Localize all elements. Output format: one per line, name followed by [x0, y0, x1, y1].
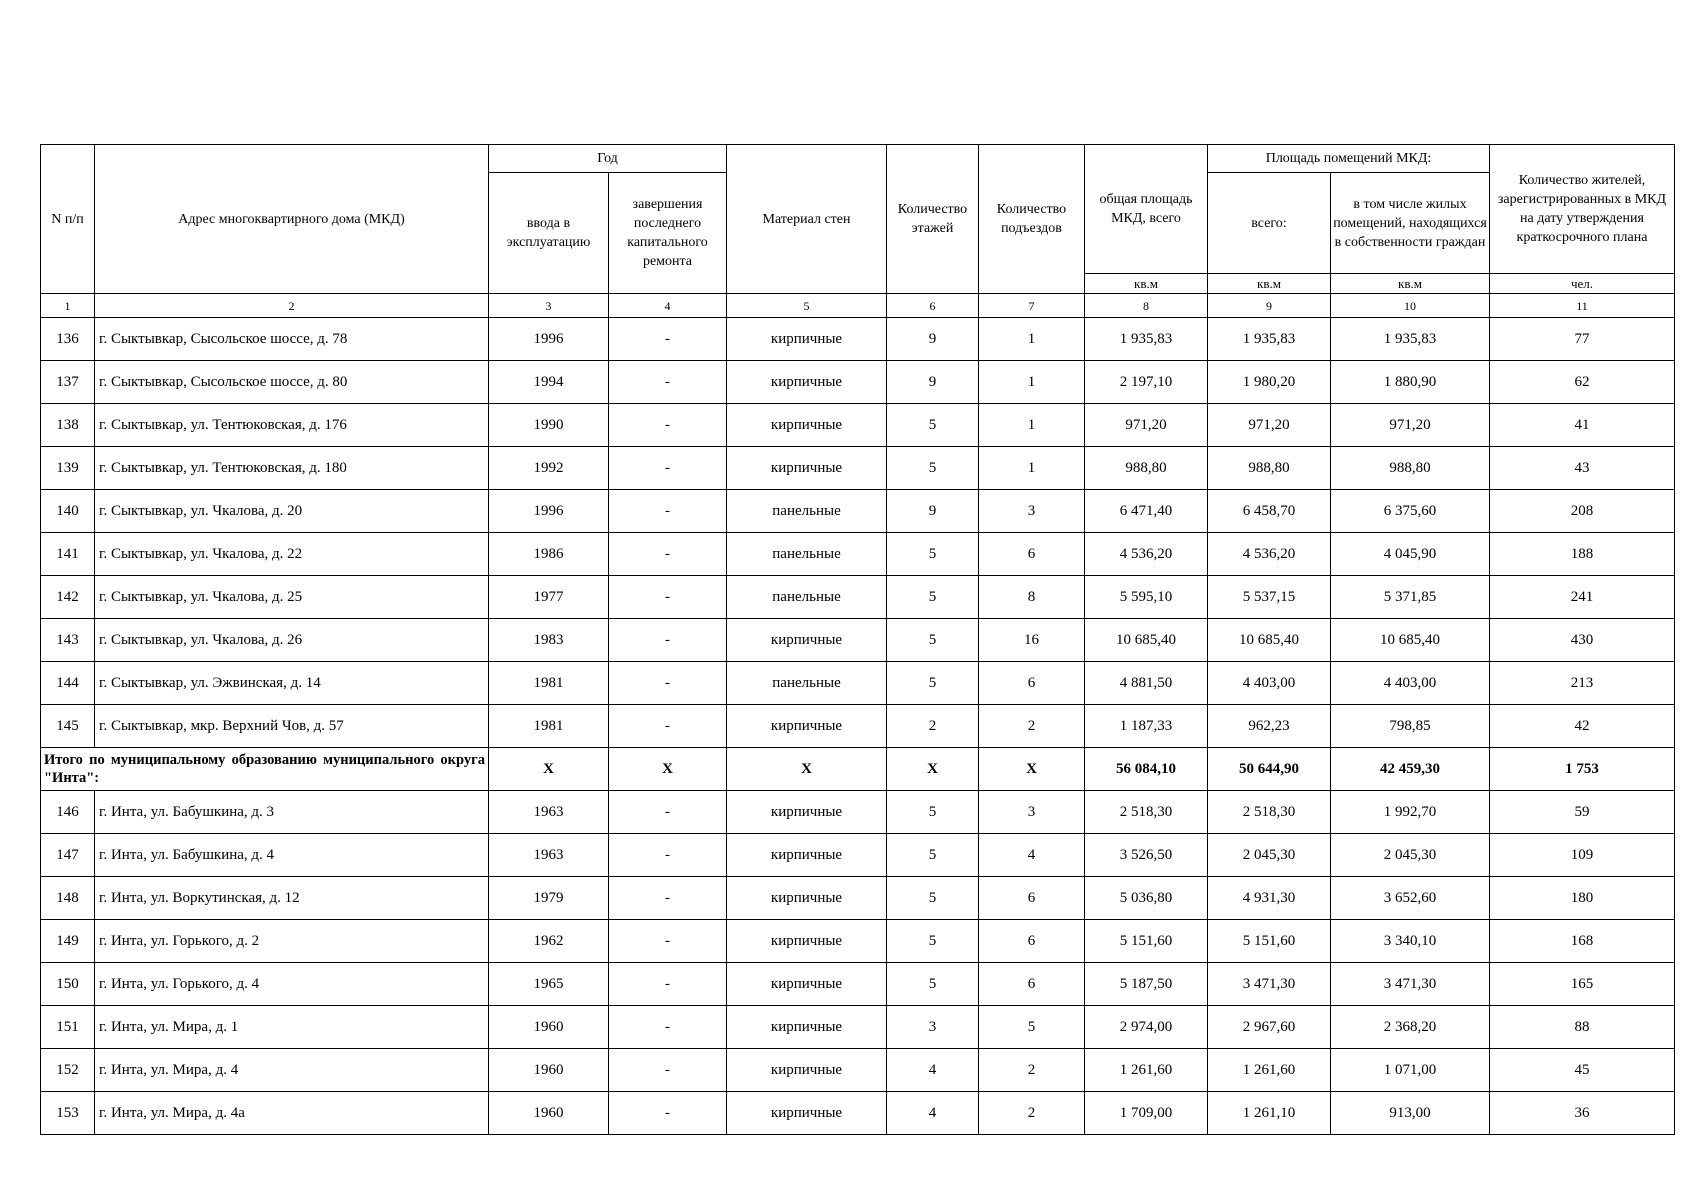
row-number: 147 [41, 834, 95, 877]
row-year-commission: 1981 [489, 705, 609, 748]
row-address: г. Сыктывкар, ул. Чкалова, д. 26 [95, 619, 489, 662]
row-premises-private: 913,00 [1331, 1092, 1490, 1135]
row-year-repair: - [609, 705, 727, 748]
row-premises-total: 988,80 [1208, 447, 1331, 490]
row-premises-private: 1 880,90 [1331, 361, 1490, 404]
row-wall-material: кирпичные [727, 361, 887, 404]
table-row [41, 619, 1675, 662]
subtotal-residents: 1 753 [1490, 748, 1675, 791]
row-wall-material: кирпичные [727, 791, 887, 834]
row-entrances: 6 [979, 963, 1085, 1006]
row-wall-material: кирпичные [727, 1092, 887, 1135]
row-address: г. Инта, ул. Воркутинская, д. 12 [95, 877, 489, 920]
row-year-commission: 1996 [489, 318, 609, 361]
table-row [41, 791, 1675, 834]
row-year-commission: 1994 [489, 361, 609, 404]
row-floors: 4 [887, 1049, 979, 1092]
row-floors: 4 [887, 1092, 979, 1135]
row-premises-total: 10 685,40 [1208, 619, 1331, 662]
row-entrances: 2 [979, 1092, 1085, 1135]
row-floors: 9 [887, 361, 979, 404]
row-number: 139 [41, 447, 95, 490]
row-year-commission: 1962 [489, 920, 609, 963]
row-year-commission: 1996 [489, 490, 609, 533]
row-number: 149 [41, 920, 95, 963]
row-premises-total: 2 045,30 [1208, 834, 1331, 877]
row-year-repair: - [609, 1006, 727, 1049]
row-number: 141 [41, 533, 95, 576]
row-wall-material: кирпичные [727, 1006, 887, 1049]
row-wall-material: панельные [727, 576, 887, 619]
row-wall-material: кирпичные [727, 877, 887, 920]
row-address: г. Инта, ул. Мира, д. 1 [95, 1006, 489, 1049]
row-wall-material: панельные [727, 533, 887, 576]
row-entrances: 1 [979, 404, 1085, 447]
row-floors: 9 [887, 490, 979, 533]
row-wall-material: кирпичные [727, 447, 887, 490]
row-premises-total: 4 931,30 [1208, 877, 1331, 920]
row-entrances: 6 [979, 877, 1085, 920]
column-number: 4 [609, 294, 727, 318]
row-number: 144 [41, 662, 95, 705]
row-residents: 188 [1490, 533, 1675, 576]
table-body-syktyvkar [41, 318, 1675, 748]
table-row [41, 318, 1675, 361]
row-year-commission: 1960 [489, 1092, 609, 1135]
row-wall-material: кирпичные [727, 963, 887, 1006]
unit-premises-total: кв.м [1208, 274, 1331, 294]
row-number: 136 [41, 318, 95, 361]
row-year-repair: - [609, 1049, 727, 1092]
row-year-repair: - [609, 877, 727, 920]
row-wall-material: кирпичные [727, 404, 887, 447]
row-residents: 41 [1490, 404, 1675, 447]
row-entrances: 3 [979, 791, 1085, 834]
row-year-repair: - [609, 963, 727, 1006]
row-number: 151 [41, 1006, 95, 1049]
row-floors: 5 [887, 791, 979, 834]
row-total-area: 971,20 [1085, 404, 1208, 447]
row-total-area: 4 881,50 [1085, 662, 1208, 705]
subtotal-floors: X [887, 748, 979, 791]
column-number: 3 [489, 294, 609, 318]
row-entrances: 4 [979, 834, 1085, 877]
row-address: г. Сыктывкар, мкр. Верхний Чов, д. 57 [95, 705, 489, 748]
row-floors: 5 [887, 619, 979, 662]
row-premises-private: 2 045,30 [1331, 834, 1490, 877]
row-total-area: 2 518,30 [1085, 791, 1208, 834]
row-number: 153 [41, 1092, 95, 1135]
row-entrances: 2 [979, 1049, 1085, 1092]
row-address: г. Инта, ул. Горького, д. 2 [95, 920, 489, 963]
row-total-area: 2 197,10 [1085, 361, 1208, 404]
table-row [41, 533, 1675, 576]
row-wall-material: панельные [727, 662, 887, 705]
row-number: 150 [41, 963, 95, 1006]
row-floors: 9 [887, 318, 979, 361]
row-premises-private: 3 652,60 [1331, 877, 1490, 920]
row-address: г. Сыктывкар, ул. Чкалова, д. 20 [95, 490, 489, 533]
subtotal-section [41, 748, 1675, 791]
row-total-area: 1 935,83 [1085, 318, 1208, 361]
row-year-commission: 1979 [489, 877, 609, 920]
subtotal-repair: X [609, 748, 727, 791]
row-year-commission: 1992 [489, 447, 609, 490]
row-floors: 2 [887, 705, 979, 748]
row-address: г. Инта, ул. Бабушкина, д. 4 [95, 834, 489, 877]
row-number: 143 [41, 619, 95, 662]
row-number: 137 [41, 361, 95, 404]
table-row [41, 1049, 1675, 1092]
row-premises-total: 1 935,83 [1208, 318, 1331, 361]
row-residents: 36 [1490, 1092, 1675, 1135]
table-row [41, 963, 1675, 1006]
row-total-area: 2 974,00 [1085, 1006, 1208, 1049]
row-number: 148 [41, 877, 95, 920]
row-entrances: 8 [979, 576, 1085, 619]
row-year-commission: 1963 [489, 791, 609, 834]
row-number: 145 [41, 705, 95, 748]
row-year-repair: - [609, 533, 727, 576]
row-residents: 213 [1490, 662, 1675, 705]
column-number: 10 [1331, 294, 1490, 318]
row-total-area: 4 536,20 [1085, 533, 1208, 576]
row-premises-total: 3 471,30 [1208, 963, 1331, 1006]
row-year-commission: 1960 [489, 1006, 609, 1049]
table-row [41, 662, 1675, 705]
column-number: 9 [1208, 294, 1331, 318]
column-number: 8 [1085, 294, 1208, 318]
row-address: г. Сыктывкар, ул. Эжвинская, д. 14 [95, 662, 489, 705]
row-address: г. Сыктывкар, ул. Тентюковская, д. 180 [95, 447, 489, 490]
row-wall-material: панельные [727, 490, 887, 533]
row-floors: 5 [887, 533, 979, 576]
row-floors: 5 [887, 662, 979, 705]
row-wall-material: кирпичные [727, 318, 887, 361]
row-entrances: 6 [979, 533, 1085, 576]
table-row [41, 920, 1675, 963]
table-row [41, 576, 1675, 619]
row-premises-total: 1 261,60 [1208, 1049, 1331, 1092]
row-total-area: 5 036,80 [1085, 877, 1208, 920]
subtotal-entrances: X [979, 748, 1085, 791]
row-year-repair: - [609, 662, 727, 705]
row-number: 152 [41, 1049, 95, 1092]
row-residents: 88 [1490, 1006, 1675, 1049]
header-year-group: Год [489, 145, 727, 173]
column-number: 2 [95, 294, 489, 318]
row-total-area: 5 187,50 [1085, 963, 1208, 1006]
row-number: 140 [41, 490, 95, 533]
subtotal-label: Итого по муниципальному образованию муниципального округа "Инта": [41, 748, 489, 791]
row-floors: 5 [887, 834, 979, 877]
row-year-repair: - [609, 791, 727, 834]
row-year-repair: - [609, 619, 727, 662]
row-address: г. Инта, ул. Мира, д. 4 [95, 1049, 489, 1092]
row-address: г. Инта, ул. Бабушкина, д. 3 [95, 791, 489, 834]
table-row [41, 361, 1675, 404]
row-total-area: 10 685,40 [1085, 619, 1208, 662]
row-residents: 241 [1490, 576, 1675, 619]
row-total-area: 6 471,40 [1085, 490, 1208, 533]
table-row [41, 834, 1675, 877]
row-premises-private: 10 685,40 [1331, 619, 1490, 662]
row-floors: 5 [887, 404, 979, 447]
row-year-repair: - [609, 490, 727, 533]
row-wall-material: кирпичные [727, 619, 887, 662]
row-entrances: 2 [979, 705, 1085, 748]
header-residents: Количество жителей, зарегистрированных в МКД на дату утверждения краткосрочного плана [1490, 145, 1675, 274]
column-number: 1 [41, 294, 95, 318]
column-numbers-row [41, 294, 1675, 318]
row-number: 142 [41, 576, 95, 619]
row-premises-total: 5 537,15 [1208, 576, 1331, 619]
row-residents: 43 [1490, 447, 1675, 490]
row-premises-private: 5 371,85 [1331, 576, 1490, 619]
row-premises-private: 3 340,10 [1331, 920, 1490, 963]
row-total-area: 5 595,10 [1085, 576, 1208, 619]
row-floors: 5 [887, 920, 979, 963]
subtotal-total-area: 56 084,10 [1085, 748, 1208, 791]
row-residents: 42 [1490, 705, 1675, 748]
row-number: 138 [41, 404, 95, 447]
row-entrances: 16 [979, 619, 1085, 662]
row-number: 146 [41, 791, 95, 834]
row-year-repair: - [609, 404, 727, 447]
row-premises-total: 4 403,00 [1208, 662, 1331, 705]
header-address: Адрес многоквартирного дома (МКД) [95, 145, 489, 294]
row-residents: 77 [1490, 318, 1675, 361]
row-residents: 208 [1490, 490, 1675, 533]
housing-register-table [40, 144, 1675, 1135]
row-residents: 180 [1490, 877, 1675, 920]
row-residents: 430 [1490, 619, 1675, 662]
row-entrances: 1 [979, 447, 1085, 490]
header-wall-material: Материал стен [727, 145, 887, 294]
header-floors: Количество этажей [887, 145, 979, 294]
row-wall-material: кирпичные [727, 705, 887, 748]
row-premises-total: 6 458,70 [1208, 490, 1331, 533]
unit-total-area: кв.м [1085, 274, 1208, 294]
row-premises-private: 3 471,30 [1331, 963, 1490, 1006]
row-year-repair: - [609, 447, 727, 490]
row-total-area: 5 151,60 [1085, 920, 1208, 963]
table-row [41, 447, 1675, 490]
row-entrances: 3 [979, 490, 1085, 533]
row-premises-total: 1 980,20 [1208, 361, 1331, 404]
row-year-repair: - [609, 361, 727, 404]
row-address: г. Сыктывкар, ул. Чкалова, д. 25 [95, 576, 489, 619]
row-entrances: 1 [979, 361, 1085, 404]
row-total-area: 1 709,00 [1085, 1092, 1208, 1135]
row-year-commission: 1977 [489, 576, 609, 619]
row-floors: 5 [887, 877, 979, 920]
header-premises-total: всего: [1208, 173, 1331, 274]
subtotal-material: X [727, 748, 887, 791]
table-row [41, 490, 1675, 533]
row-premises-private: 798,85 [1331, 705, 1490, 748]
row-year-repair: - [609, 318, 727, 361]
header-premises-group: Площадь помещений МКД: [1208, 145, 1490, 173]
row-year-repair: - [609, 834, 727, 877]
header-npp: N п/п [41, 145, 95, 294]
header-premises-private: в том числе жилых помещений, находящихся в собственности граждан [1331, 173, 1490, 274]
row-premises-total: 4 536,20 [1208, 533, 1331, 576]
row-entrances: 6 [979, 662, 1085, 705]
row-residents: 45 [1490, 1049, 1675, 1092]
row-floors: 5 [887, 963, 979, 1006]
row-premises-private: 971,20 [1331, 404, 1490, 447]
row-total-area: 988,80 [1085, 447, 1208, 490]
row-total-area: 1 261,60 [1085, 1049, 1208, 1092]
row-wall-material: кирпичные [727, 834, 887, 877]
row-premises-private: 6 375,60 [1331, 490, 1490, 533]
table-row [41, 1092, 1675, 1135]
row-residents: 168 [1490, 920, 1675, 963]
row-address: г. Сыктывкар, Сысольское шоссе, д. 78 [95, 318, 489, 361]
row-premises-private: 988,80 [1331, 447, 1490, 490]
unit-residents: чел. [1490, 274, 1675, 294]
row-total-area: 3 526,50 [1085, 834, 1208, 877]
row-premises-private: 2 368,20 [1331, 1006, 1490, 1049]
column-number: 7 [979, 294, 1085, 318]
row-residents: 62 [1490, 361, 1675, 404]
row-premises-private: 4 403,00 [1331, 662, 1490, 705]
row-address: г. Инта, ул. Мира, д. 4а [95, 1092, 489, 1135]
header-year-repair: завершения последнего капитального ремонта [609, 173, 727, 294]
table-body-inta [41, 791, 1675, 1135]
row-premises-private: 1 992,70 [1331, 791, 1490, 834]
row-address: г. Сыктывкар, ул. Тентюковская, д. 176 [95, 404, 489, 447]
row-premises-private: 1 071,00 [1331, 1049, 1490, 1092]
row-year-commission: 1986 [489, 533, 609, 576]
table-header [41, 145, 1675, 318]
table-row [41, 877, 1675, 920]
row-wall-material: кирпичные [727, 920, 887, 963]
row-premises-total: 962,23 [1208, 705, 1331, 748]
row-year-commission: 1981 [489, 662, 609, 705]
row-year-commission: 1960 [489, 1049, 609, 1092]
row-residents: 109 [1490, 834, 1675, 877]
subtotal-year: X [489, 748, 609, 791]
table-row [41, 404, 1675, 447]
row-premises-total: 2 518,30 [1208, 791, 1331, 834]
row-premises-private: 1 935,83 [1331, 318, 1490, 361]
unit-premises-private: кв.м [1331, 274, 1490, 294]
row-year-repair: - [609, 920, 727, 963]
subtotal-premises-total: 50 644,90 [1208, 748, 1331, 791]
row-premises-total: 971,20 [1208, 404, 1331, 447]
row-entrances: 6 [979, 920, 1085, 963]
row-year-commission: 1990 [489, 404, 609, 447]
row-wall-material: кирпичные [727, 1049, 887, 1092]
table-row [41, 1006, 1675, 1049]
column-number: 11 [1490, 294, 1675, 318]
row-floors: 5 [887, 576, 979, 619]
header-year-commission: ввода в эксплуатацию [489, 173, 609, 294]
subtotal-premises-private: 42 459,30 [1331, 748, 1490, 791]
subtotal-row [41, 748, 1675, 791]
row-premises-total: 1 261,10 [1208, 1092, 1331, 1135]
row-residents: 59 [1490, 791, 1675, 834]
row-premises-private: 4 045,90 [1331, 533, 1490, 576]
row-year-repair: - [609, 1092, 727, 1135]
table-row [41, 705, 1675, 748]
row-address: г. Инта, ул. Горького, д. 4 [95, 963, 489, 1006]
column-number: 5 [727, 294, 887, 318]
row-floors: 5 [887, 447, 979, 490]
column-number: 6 [887, 294, 979, 318]
row-year-commission: 1983 [489, 619, 609, 662]
row-premises-total: 2 967,60 [1208, 1006, 1331, 1049]
row-total-area: 1 187,33 [1085, 705, 1208, 748]
row-address: г. Сыктывкар, Сысольское шоссе, д. 80 [95, 361, 489, 404]
header-total-area: общая площадь МКД, всего [1085, 145, 1208, 274]
row-residents: 165 [1490, 963, 1675, 1006]
row-year-commission: 1965 [489, 963, 609, 1006]
row-floors: 3 [887, 1006, 979, 1049]
row-premises-total: 5 151,60 [1208, 920, 1331, 963]
row-address: г. Сыктывкар, ул. Чкалова, д. 22 [95, 533, 489, 576]
row-entrances: 5 [979, 1006, 1085, 1049]
row-entrances: 1 [979, 318, 1085, 361]
row-year-repair: - [609, 576, 727, 619]
row-year-commission: 1963 [489, 834, 609, 877]
header-entrances: Количество подъездов [979, 145, 1085, 294]
